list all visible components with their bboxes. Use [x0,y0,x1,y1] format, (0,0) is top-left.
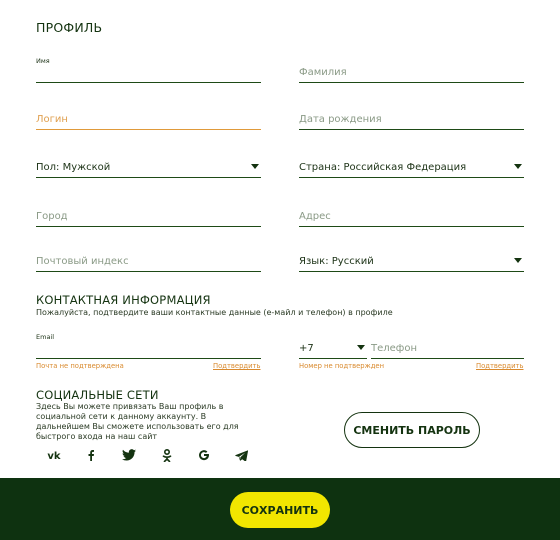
birth-date-field[interactable] [299,108,524,130]
save-button[interactable]: СОХРАНИТЬ [230,492,330,528]
login-placeholder: Логин [36,114,68,125]
twitter-icon[interactable] [110,447,148,463]
chevron-down-icon [357,345,365,350]
gender-value: Пол: Мужской [36,162,111,173]
chevron-down-icon [514,258,522,263]
address-field[interactable] [299,205,524,227]
odnoklassniki-icon[interactable] [148,447,186,463]
chevron-down-icon [251,164,259,169]
change-password-button[interactable]: СМЕНИТЬ ПАРОЛЬ [344,412,480,448]
login-field[interactable] [36,108,261,130]
telegram-icon[interactable] [223,447,261,463]
country-value: Страна: Российская Федерация [299,162,467,173]
language-value: Язык: Русский [299,256,374,267]
contacts-title: КОНТАКТНАЯ ИНФОРМАЦИЯ [36,293,211,307]
svg-text:vk: vk [47,451,61,460]
phone-confirm-link[interactable]: Подтвердить [476,362,524,370]
last-name-placeholder: Фамилия [299,67,347,78]
social-title: СОЦИАЛЬНЫЕ СЕТИ [36,388,159,402]
facebook-icon[interactable] [73,447,111,463]
profile-title: ПРОФИЛЬ [36,20,103,35]
email-label: Email [36,333,55,341]
email-field[interactable] [36,333,261,359]
social-icons [35,447,261,463]
phone-code-value: +7 [299,343,314,354]
phone-status: Номер не подтвержден [299,362,385,370]
birth-date-placeholder: Дата рождения [299,114,382,125]
first-name-label: Имя [36,57,50,65]
postal-code-placeholder: Почтовый индекс [36,256,129,267]
language-select[interactable] [299,250,524,272]
address-placeholder: Адрес [299,211,331,222]
email-confirm-link[interactable]: Подтвердить [213,362,261,370]
chevron-down-icon [514,164,522,169]
last-name-field[interactable] [299,61,524,83]
phone-code-select[interactable] [299,337,367,359]
gender-select[interactable] [36,156,261,178]
google-icon[interactable] [185,447,223,463]
social-description: Здесь Вы можете привязать Ваш профиль в социальной сети к данному аккаунту. В дальнейшем Вы сможете использовать его для быстрого входа на наш сайт [36,402,239,441]
vk-icon[interactable] [35,447,73,463]
email-status: Почта не подтверждена [36,362,124,370]
city-placeholder: Город [36,211,68,222]
first-name-field[interactable] [36,57,261,83]
phone-placeholder: Телефон [371,343,418,354]
postal-code-field[interactable] [36,250,261,272]
country-select[interactable] [299,156,524,178]
phone-field[interactable] [371,337,524,359]
city-field[interactable] [36,205,261,227]
contacts-description: Пожалуйста, подтвердите ваши контактные данные (е-майл и телефон) в профиле [36,308,393,317]
